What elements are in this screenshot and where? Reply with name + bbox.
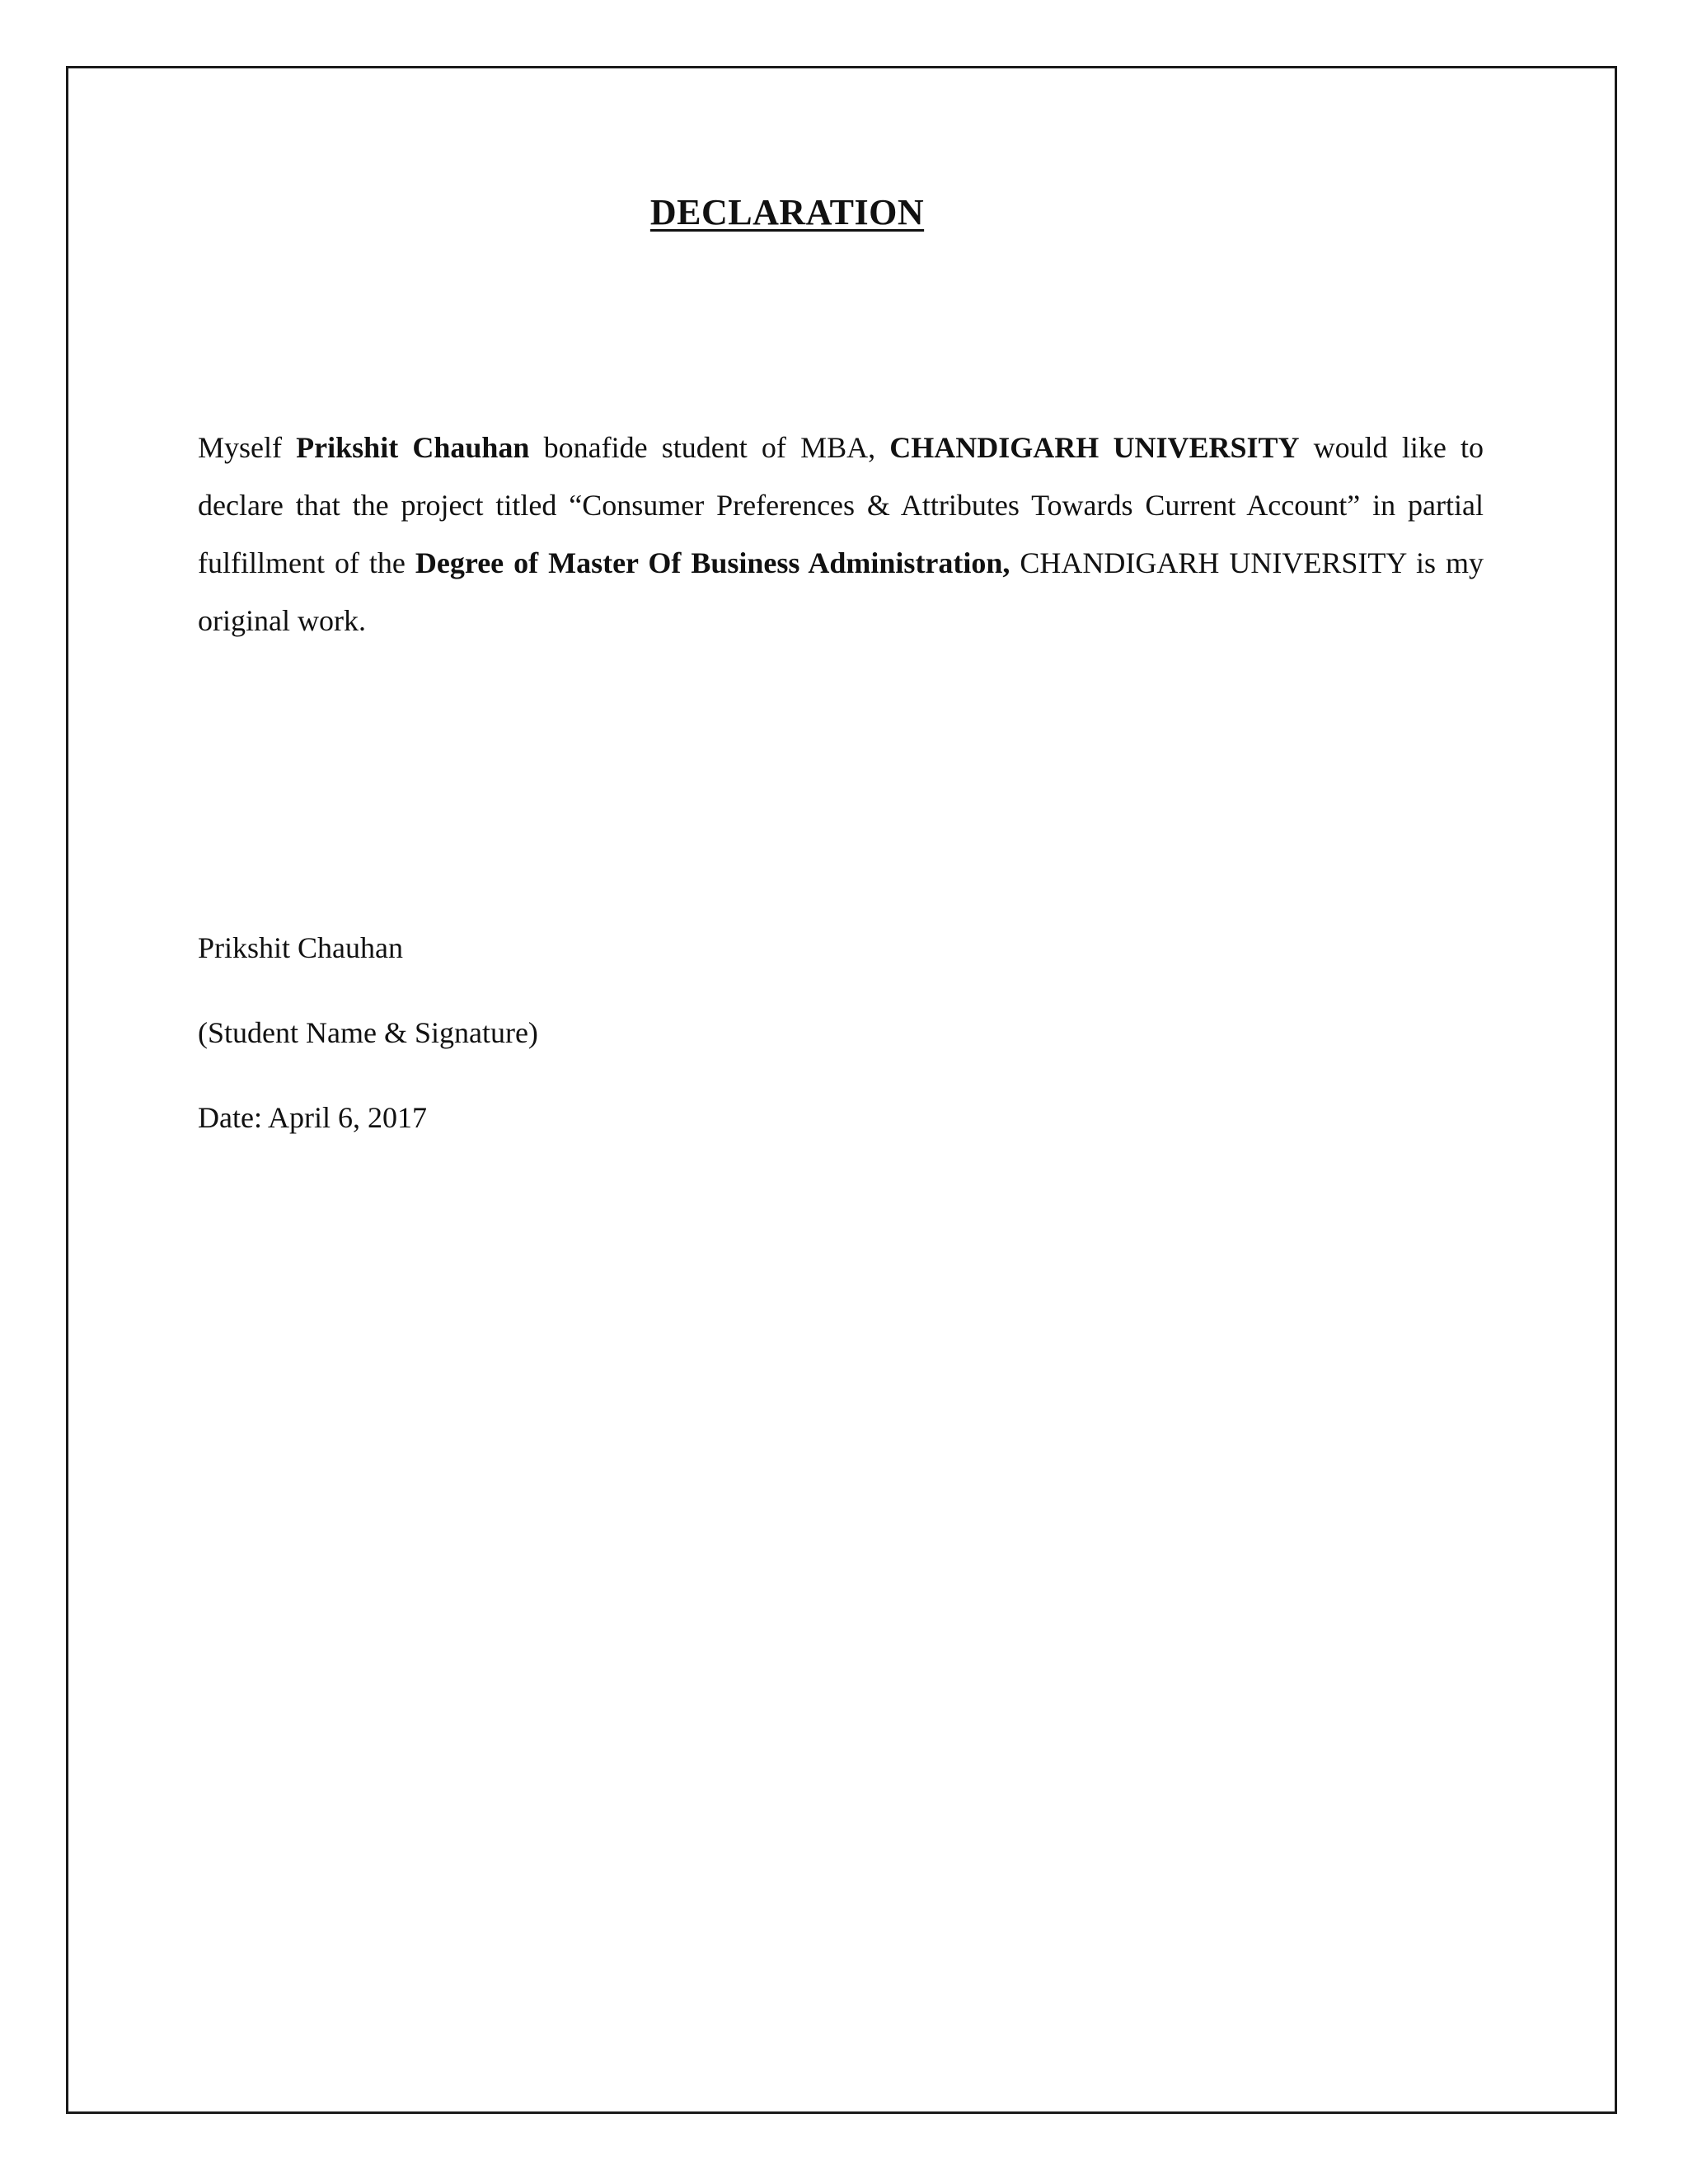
degree-name-bold: Degree of Master Of Business Administration, <box>415 546 1010 579</box>
signature-name: Prikshit Chauhan <box>198 931 403 964</box>
student-name-bold: Prikshit Chauhan <box>296 431 530 464</box>
page-border <box>66 66 1617 2114</box>
paragraph-text-3: would like to declare that the project titled “Consumer Preferences & Attributes Towards Current Account” in partial fulfillment of the <box>198 431 1484 579</box>
page-title: DECLARATION <box>649 192 925 232</box>
paragraph-text-2: bonafide student of MBA, <box>529 431 890 464</box>
signature-caption: (Student Name & Signature) <box>198 1016 538 1049</box>
signature-date: Date: April 6, 2017 <box>198 1101 427 1134</box>
paragraph-text-1: Myself <box>198 431 297 464</box>
declaration-paragraph <box>198 419 1484 649</box>
university-name-bold: CHANDIGARH UNIVERSITY <box>889 431 1300 464</box>
paragraph-text-4: CHANDIGARH UNIVERSITY is my original work. <box>198 546 1484 637</box>
